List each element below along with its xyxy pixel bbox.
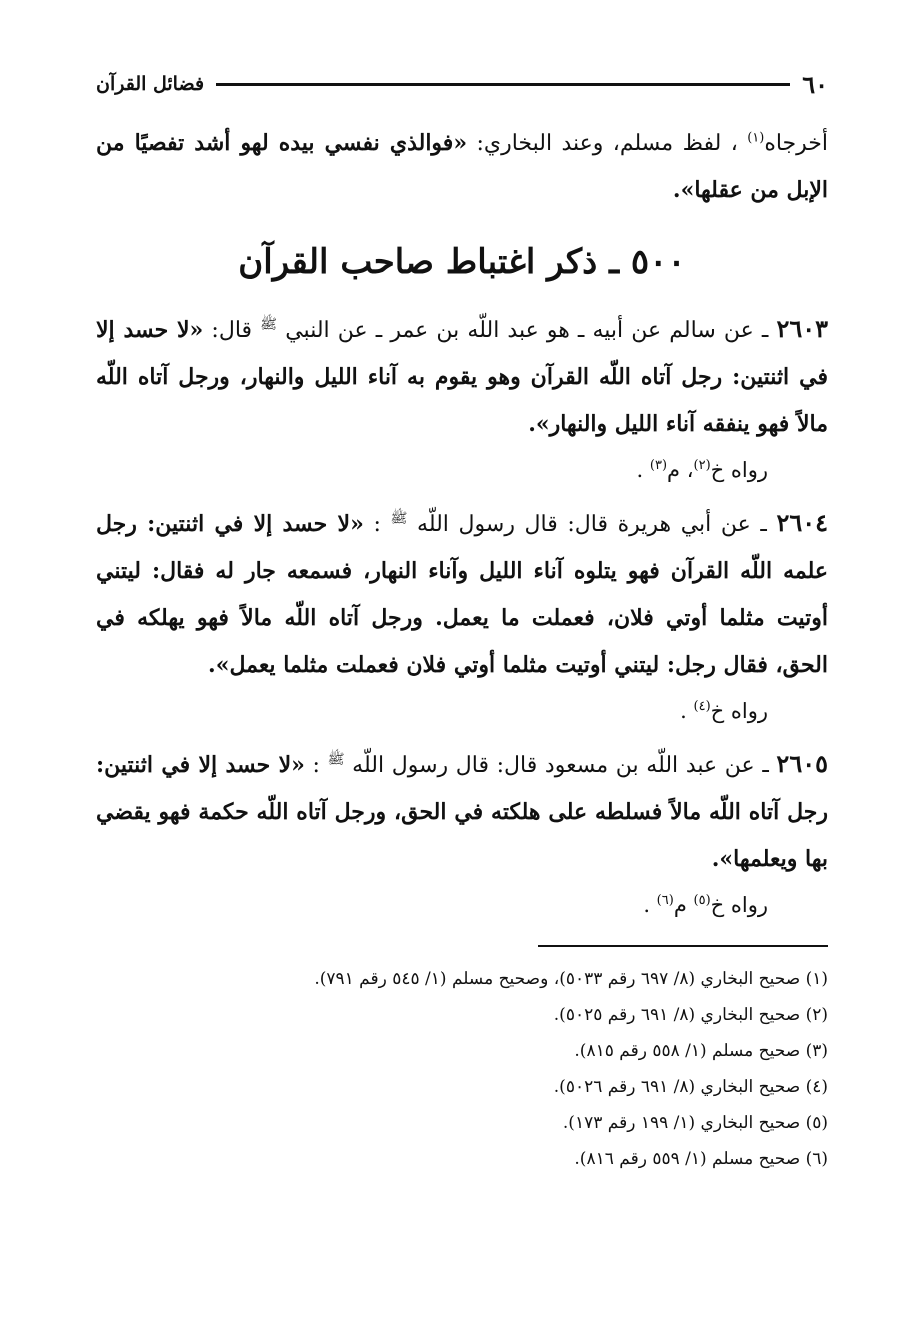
hadith-block [96, 741, 828, 927]
header-rule [216, 83, 790, 86]
hadith-chain-end: : [304, 753, 328, 778]
footnote-ref: (٥) [693, 893, 711, 908]
intro-lead: أخرجاه [764, 131, 829, 156]
hadith-block [96, 306, 828, 492]
footnote-item: (٣) صحيح مسلم (١/ ٥٥٨ رقم ٨١٥). [574, 1041, 828, 1061]
footnote-item: (٤) صحيح البخاري (٨/ ٦٩١ رقم ٥٠٢٦). [553, 1077, 828, 1097]
footnote-separator [538, 945, 828, 947]
footnotes [96, 961, 828, 1177]
footnote-item: (٥) صحيح البخاري (١/ ١٩٩ رقم ١٧٣). [562, 1113, 828, 1133]
footnote-ref: (٦) [656, 893, 674, 908]
riwaya-lead: رواه خ [710, 699, 768, 723]
page-number: ٦٠ [802, 69, 828, 99]
riwaya-end: . [643, 893, 657, 917]
hadith-text [96, 741, 828, 883]
hadith-matn: «لا حسد إلا في اثنتين: رجل آتاه اللّه مالاً فسلطه على هلكته في الحق، ورجل آتاه اللّه حكمة فهو يقضي بها ويعلمها». [96, 752, 828, 872]
hadith-number: ٢٦٠٤ [776, 508, 828, 537]
hadith-text [96, 500, 828, 689]
footnote-ref: (٢) [693, 458, 711, 473]
riwaya-mid: ، م [667, 458, 694, 482]
section-title: ٥٠٠ ـ ذكر اغتباط صاحب القرآن [238, 242, 686, 282]
hadith-text [96, 306, 828, 448]
hadith-matn: «لا حسد إلا في اثنتين: رجل آتاه اللّه القرآن وهو يقوم به آناء الليل والنهار، ورجل آتاه اللّه مالاً فهو ينفقه آناء الليل والنهار». [96, 317, 828, 437]
hadith-number: ٢٦٠٥ [776, 749, 828, 778]
intro-mid: ، لفظ مسلم، وعند البخاري: [467, 131, 748, 156]
riwaya-line [96, 448, 828, 492]
riwaya-lead: رواه خ [710, 458, 768, 482]
running-title: فضائل القرآن [96, 73, 205, 95]
hadith-block [96, 500, 828, 733]
riwaya-line [96, 883, 828, 927]
intro-quote: «فوالذي نفسي بيده لهو أشد تفصيًا من الإبل من عقلها». [96, 130, 828, 203]
salutation-glyph: ﷺ [390, 510, 408, 527]
running-header [96, 64, 828, 104]
hadith-number: ٢٦٠٣ [776, 314, 828, 343]
riwaya-lead: رواه خ [710, 893, 768, 917]
footnote-ref: (٤) [693, 699, 711, 714]
riwaya-mid: م [673, 893, 694, 917]
hadith-chain: ـ عن سالم عن أبيه ـ هو عبد اللّه بن عمر ـ عن النبي [277, 318, 777, 343]
book-page [96, 64, 828, 1177]
hadith-chain-end: قال: [203, 318, 261, 343]
footnote-item: (٦) صحيح مسلم (١/ ٥٥٩ رقم ٨١٦). [574, 1149, 828, 1169]
riwaya-line [96, 689, 828, 733]
footnote-ref: (١) [747, 130, 765, 146]
hadith-chain: ـ عن أبي هريرة قال: قال رسول اللّه [407, 512, 777, 537]
footnote-ref: (٣) [649, 458, 668, 473]
riwaya-end: . [636, 458, 650, 482]
intro-paragraph [96, 120, 828, 214]
salutation-glyph: ﷺ [260, 316, 278, 333]
hadith-chain: ـ عن عبد اللّه بن مسعود قال: قال رسول اللّه [344, 753, 777, 778]
salutation-glyph: ﷺ [327, 751, 345, 768]
footnote-item: (١) صحيح البخاري (٨/ ٦٩٧ رقم ٥٠٣٣)، وصحيح مسلم (١/ ٥٤٥ رقم ٧٩١). [314, 969, 828, 989]
footnote-item: (٢) صحيح البخاري (٨/ ٦٩١ رقم ٥٠٢٥). [553, 1005, 828, 1025]
riwaya-end: . [680, 699, 694, 723]
hadith-matn: «لا حسد إلا في اثنتين: رجل علمه اللّه القرآن فهو يتلوه آناء الليل وآناء النهار، فسمعه جار له فقال: ليتني أوتيت مثلما أوتي فلان، فعملت ما يعمل. ورجل آتاه اللّه مالاً فهو يهلكه في الحق، فقال رجل: ليتني أوتيت مثلما أوتي فلان فعملت مثلما يعمل». [96, 511, 828, 678]
hadith-chain-end: : [363, 512, 391, 537]
